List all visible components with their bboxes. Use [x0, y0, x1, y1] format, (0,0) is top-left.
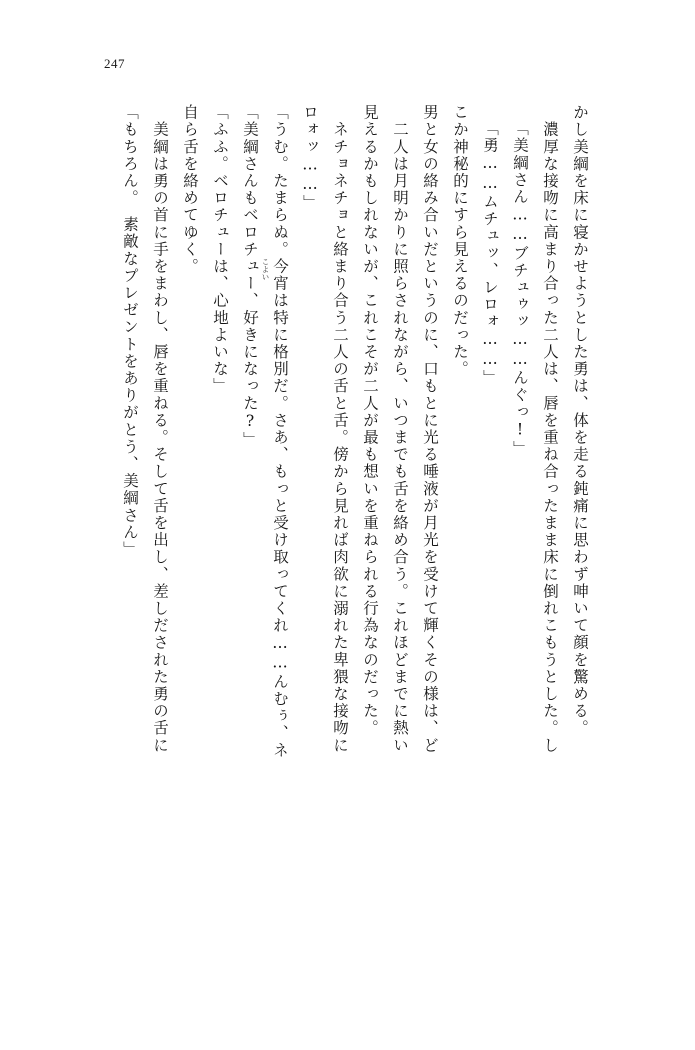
text-column: 「勇……ムチュッ、レロォ……」: [481, 120, 499, 387]
text-column: かし美綱を床に寝かせようとした勇は、体を走る鈍痛に思わず呻いて顔を驚める。: [571, 104, 589, 737]
text-column: 濃厚な接吻に高まり合った二人は、唇を重ね合ったまま床に倒れこもうとした。し: [541, 104, 559, 754]
text-column: 「もちろん。 素敵なプレゼントをありがとう、美綱さん」: [121, 104, 139, 558]
vertical-text-body: [115, 104, 595, 944]
text-column: 「美綱さん……ブチュゥッ……んぐっ!」: [511, 120, 529, 458]
text-column: ネチョネチョと絡まり合う二人の舌と舌。傍から見れば肉欲に溺れた卑猥な接吻に: [331, 104, 349, 754]
text-column: 自ら舌を絡めてゆく。: [181, 104, 199, 275]
text-column: 二人は月明かりに照らされながら、いつまでも舌を絡め合う。これほどまでに熱い: [391, 104, 409, 754]
page-number: 247: [104, 56, 125, 71]
ruby-annotation-koyoi: こよい: [261, 257, 270, 281]
text-column: こか神秘的にすら見えるのだった。: [451, 104, 469, 378]
text-column: 男と女の絡み合いだというのに、口もとに光る唾液が月光を受けて輝くその様は、ど: [421, 104, 439, 754]
text-column: 美綱は勇の首に手をまわし、唇を重ねる。そして舌を出し、差しだされた勇の舌に: [151, 104, 169, 754]
text-column: ロォッ……」: [301, 104, 319, 212]
text-column: 見えるかもしれないが、これこそが二人が最も想いを重ねられる行為なのだった。: [361, 104, 379, 737]
text-column: 「うむ。たまらぬ。今宵は特に格別だ。さあ、もっと受け取ってくれ……んむぅ、ネ: [271, 104, 289, 759]
text-column: 「美綱さんもベロチュー、好きになった?」: [241, 104, 259, 449]
text-column: 「ふふ。ベロチューは、心地よいな」: [211, 104, 229, 395]
